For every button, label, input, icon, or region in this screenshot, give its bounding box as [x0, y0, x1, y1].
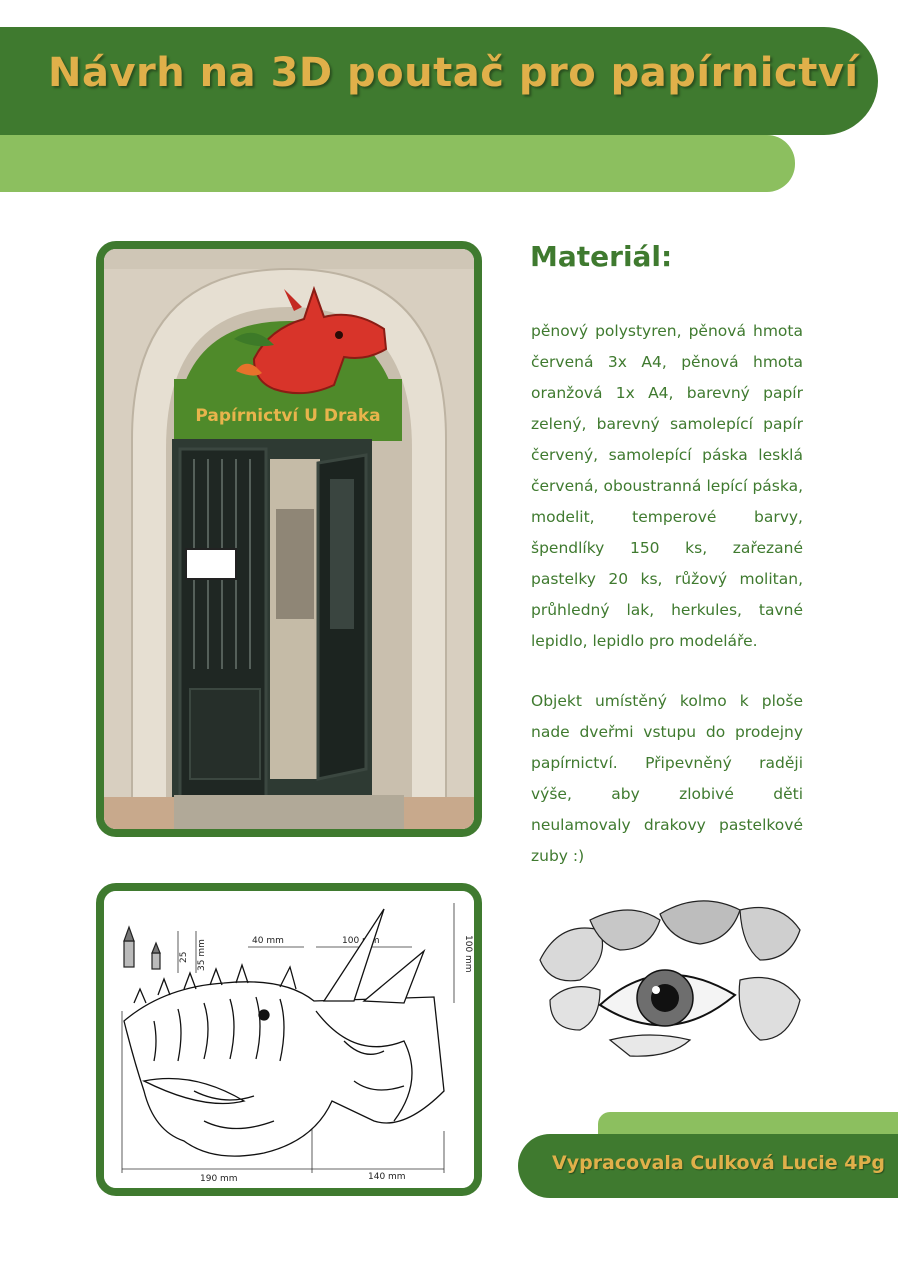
placement-description: Objekt umístěný kolmo k ploše nade dveřmi vstupu do prodejny papírnictví. Připevněný raději výše, aby zlobivé děti neulamovaly drakovy pastelkové zuby :) [531, 692, 803, 865]
dragon-dimension-sketch [104, 891, 474, 1188]
page-title: Návrh na 3D poutač pro papírnictví [48, 50, 859, 96]
shop-sign-text: Papírnictví U Draka [195, 406, 381, 426]
dim-190-label: 190 mm [200, 1174, 238, 1184]
shop-entrance-photo [96, 241, 482, 837]
dim-35-label: 35 mm [197, 939, 207, 971]
shop-entrance-illustration [104, 249, 474, 829]
dim-40-label: 40 mm [252, 936, 284, 946]
dragon-eye-drawing [520, 890, 810, 1060]
material-heading: Materiál: [530, 240, 673, 273]
dragon-plan-drawing [96, 883, 482, 1196]
dim-140-label: 140 mm [368, 1172, 406, 1182]
author-credit: Vypracovala Culková Lucie 4Pg [552, 1152, 885, 1174]
dim-100-top-label: 100 mm [342, 936, 380, 946]
header-band-light [0, 135, 795, 192]
dim-100-side-label: 100 mm [463, 935, 473, 973]
material-list: pěnový polystyren, pěnová hmota červená 3x A4, pěnová hmota oranžová 1x A4, barevný papír zelený, barevný samolepící papír červený, samolepící páska lesklá červená, oboustranná lepící páska, modelit, temperové barvy, špendlíky 150 ks, zařezané pastelky 20 ks, růžový molitan, průhledný lak, herkules, tavné lepidlo, lepidlo pro modeláře. [531, 322, 803, 650]
dim-25-label: 25 [179, 951, 189, 963]
